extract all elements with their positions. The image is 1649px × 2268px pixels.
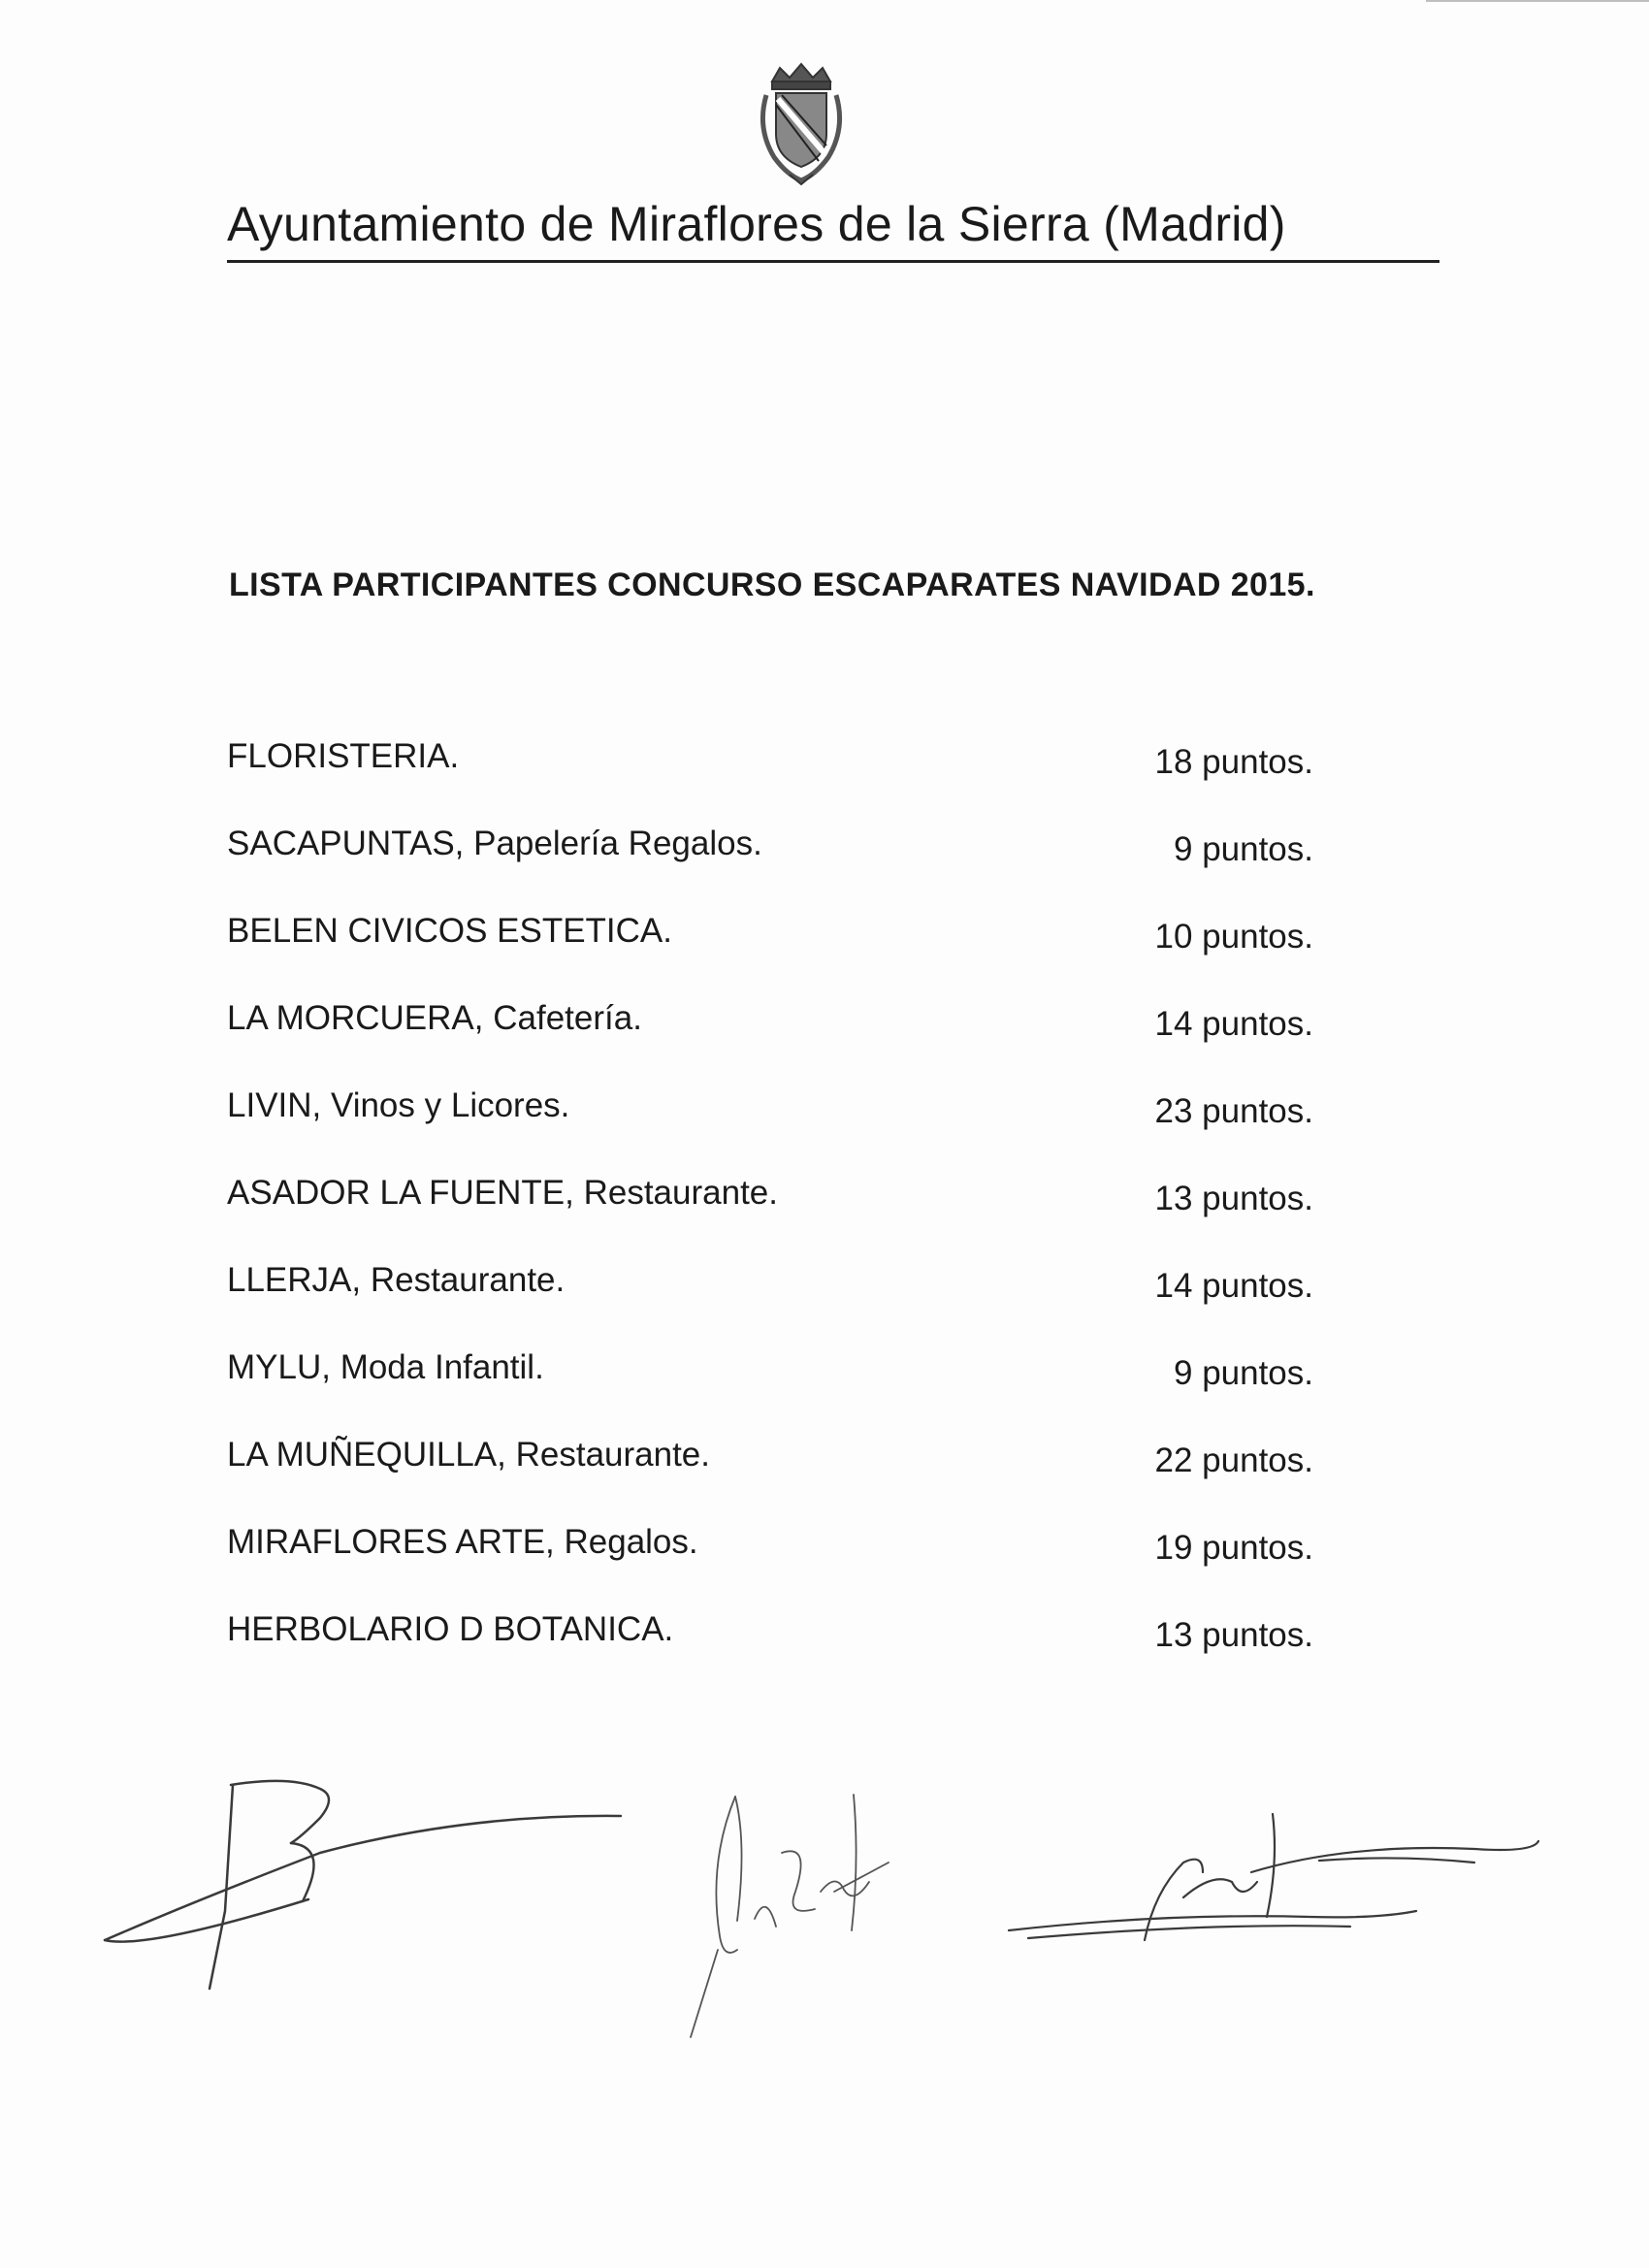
participant-points: 23 puntos. (1154, 1092, 1313, 1130)
list-item (227, 1432, 1313, 1519)
scan-edge-mark (1426, 0, 1649, 2)
list-item (227, 1257, 1313, 1345)
participant-name: LA MUÑEQUILLA, Restaurante. (227, 1436, 710, 1474)
participant-points: 9 puntos. (1174, 1354, 1313, 1392)
participant-points: 13 puntos. (1154, 1180, 1313, 1217)
list-item (227, 1170, 1313, 1257)
header-prefix: Ayuntamiento de (227, 197, 609, 251)
list-item (227, 908, 1313, 995)
participant-points: 22 puntos. (1154, 1442, 1313, 1479)
list-item (227, 733, 1313, 821)
participant-points: 14 puntos. (1154, 1005, 1313, 1043)
list-item (227, 1083, 1313, 1170)
header-suffix: (Madrid) (1089, 197, 1286, 251)
signature-center (691, 1795, 889, 2037)
participant-name: LIVIN, Vinos y Licores. (227, 1086, 570, 1124)
list-item (227, 1345, 1313, 1432)
signature-right (1009, 1814, 1538, 1940)
participant-name: FLORISTERIA. (227, 737, 460, 775)
participant-name: SACAPUNTAS, Papelería Regalos. (227, 825, 762, 862)
participant-name: LA MORCUERA, Cafetería. (227, 999, 642, 1037)
participant-name: HERBOLARIO D BOTANICA. (227, 1610, 674, 1648)
document-title: LISTA PARTICIPANTES CONCURSO ESCAPARATES NAVIDAD 2015. (229, 567, 1315, 603)
participant-name: BELEN CIVICOS ESTETICA. (227, 912, 672, 950)
participant-name: MYLU, Moda Infantil. (227, 1348, 544, 1386)
signature-left (105, 1781, 621, 1989)
participant-points: 18 puntos. (1154, 743, 1313, 781)
list-item (227, 821, 1313, 908)
list-item (227, 1519, 1313, 1606)
list-item (227, 1606, 1313, 1694)
participants-list (227, 733, 1313, 1694)
participant-points: 19 puntos. (1154, 1529, 1313, 1567)
participant-points: 13 puntos. (1154, 1616, 1313, 1654)
participant-name: MIRAFLORES ARTE, Regalos. (227, 1523, 698, 1561)
header-municipality: Miraflores de la Sierra (608, 197, 1090, 251)
municipality-header (227, 190, 1439, 263)
participant-points: 10 puntos. (1154, 918, 1313, 956)
participant-name: LLERJA, Restaurante. (227, 1261, 566, 1299)
participant-points: 14 puntos. (1154, 1267, 1313, 1305)
participant-name: ASADOR LA FUENTE, Restaurante. (227, 1174, 778, 1212)
list-item (227, 995, 1313, 1083)
coat-of-arms-icon (753, 60, 850, 186)
signatures-area (0, 1746, 1649, 2066)
participant-points: 9 puntos. (1174, 830, 1313, 868)
